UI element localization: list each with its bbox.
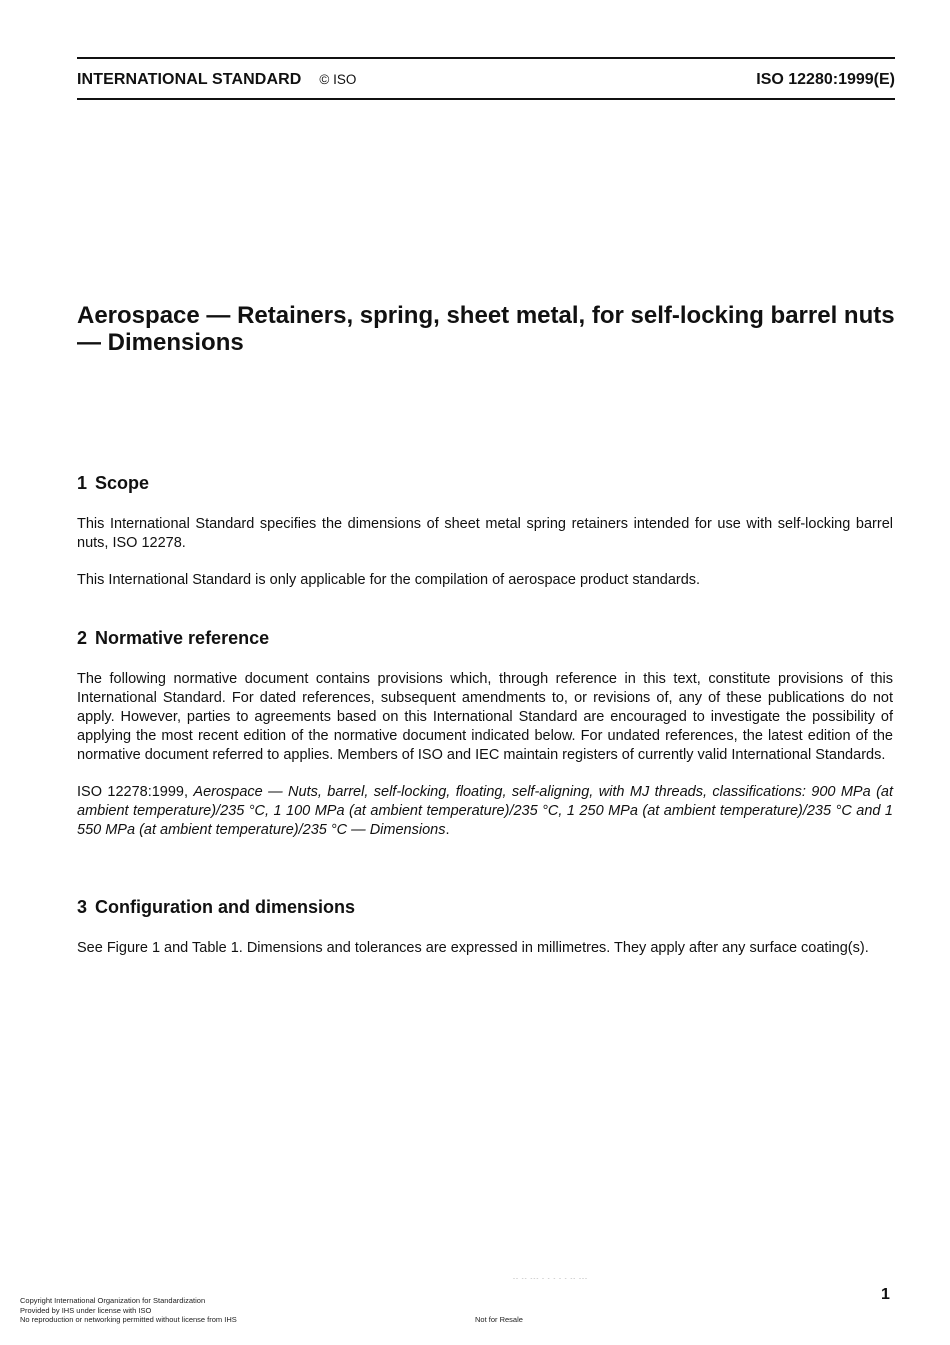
section-number: 3 — [77, 897, 88, 917]
reference-entry — [77, 783, 893, 840]
section-heading — [77, 896, 893, 918]
footer-line: Provided by IHS under license with ISO — [20, 1305, 152, 1315]
paragraph: This International Standard specifies the dimensions of sheet metal spring retainers intended for use with self-locking barrel nuts, ISO 12278. — [77, 516, 893, 551]
header-left — [77, 71, 356, 89]
section-heading — [77, 472, 893, 494]
not-for-resale: Not for Resale — [475, 1315, 523, 1324]
page-number: 1 — [881, 1286, 890, 1303]
copyright-mark: © ISO — [319, 72, 357, 87]
footer-line: No reproduction or networking permitted without license from IHS — [20, 1315, 237, 1324]
standard-label: INTERNATIONAL STANDARD — [77, 71, 302, 88]
paragraph: See Figure 1 and Table 1. Dimensions and tolerances are expressed in millimetres. They apply after any surface coating(s). — [77, 940, 869, 956]
header-top-rule — [77, 57, 895, 59]
reference-title: Aerospace — Nuts, barrel, self-locking, floating, self-aligning, with MJ threads, classifications: 900 MPa (at ambient temperature)/235 °C, 1 100 MPa (at ambient temperature)/235 °C, 1 250 MPa (at ambient temperature)/235 °C and 1 550 MPa (at ambient temperature)/235 °C — Dimensions — [77, 784, 893, 838]
copyright-footer — [20, 1296, 237, 1325]
running-header — [77, 70, 895, 90]
footer-line: Copyright International Organization for Standardization — [20, 1296, 206, 1305]
section-heading — [77, 627, 893, 649]
section-heading-text: Normative reference — [95, 628, 270, 648]
header-bottom-rule — [77, 98, 895, 100]
section-heading-text: Configuration and dimensions — [95, 897, 356, 917]
reference-end: . — [445, 822, 450, 838]
section-number: 2 — [77, 628, 88, 648]
document-title: Aerospace — Retainers, spring, sheet metal, for self-locking barrel nuts — Dimensions — [77, 302, 895, 356]
document-id: ISO 12280:1999(E) — [756, 71, 895, 88]
section-heading-text: Scope — [95, 473, 150, 493]
paragraph: This International Standard is only applicable for the compilation of aerospace product standards. — [77, 572, 701, 588]
section-scope — [77, 472, 893, 608]
paragraph: The following normative document contains provisions which, through reference in this text, constitute provisions of this International Standard. For dated references, subsequent amendments to, or revisions of, any of these publications do not apply. However, parties to agreements based on this International Standard are encouraged to investigate the possibility of applying the most recent edition of the normative document indicated below. For undated references, the latest edition of the normative document referred to applies. Members of ISO and IEC maintain registers of currently valid International Standards. — [77, 671, 893, 763]
section-configuration — [77, 896, 893, 976]
section-number: 1 — [77, 473, 88, 493]
faint-mark: -- -- --- - - - - - -- --- — [513, 1276, 588, 1282]
section-normative-reference — [77, 627, 893, 858]
reference-id: ISO 12278:1999, — [77, 784, 189, 800]
